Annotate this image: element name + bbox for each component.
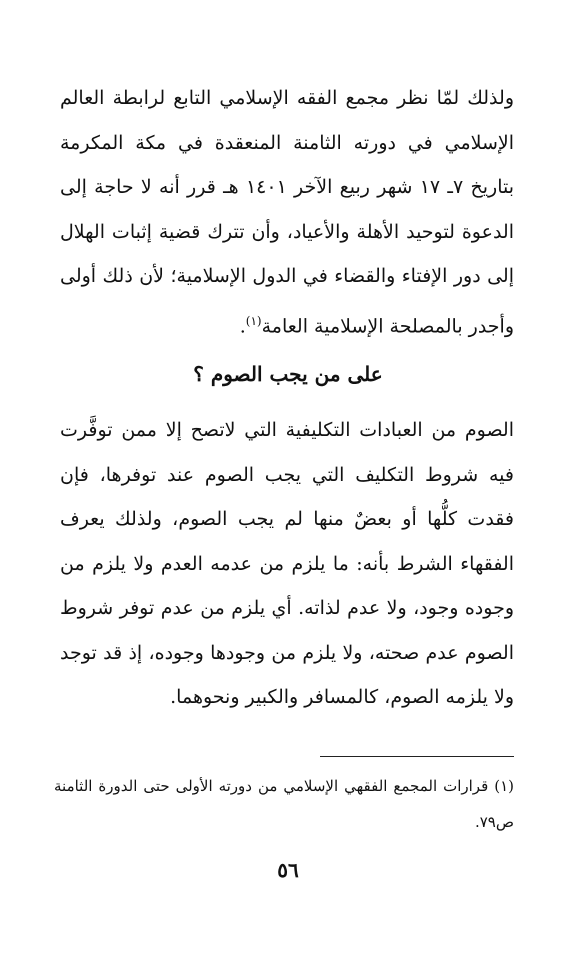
footnote-divider bbox=[320, 756, 514, 757]
paragraph-text: ولذلك لمّا نظر مجمع الفقه الإسلامي التابع لرابطة العالم الإسلامي في دورته الثامنة المنعقدة في مكة المكرمة بتاريخ ٧ـ ١٧ شهر ربيع الآخر ١٤٠١ هـ قرر أنه لا حاجة إلى الدعوة لتوحيد الأهلة والأعياد، وأن تترك قضية إثبات الهلال إلى دور الإفتاء والقضاء في الدول الإسلامية؛ لأن ذلك أولى وأجدر بالمصلحة الإسلامية العامة bbox=[60, 87, 515, 337]
footnote-reference: (١) bbox=[245, 313, 262, 328]
section-heading: على من يجب الصوم ؟ bbox=[193, 362, 383, 386]
body-paragraph bbox=[60, 76, 514, 348]
body-paragraph: الصوم من العبادات التكليفية التي لاتصح إلا ممن توفَّرت فيه شروط التكليف التي يجب الصوم عند توفرها، فإن فقدت كلُّها أو بعضٌ منها لم يجب الصوم، ولذلك يعرف الفقهاء الشرط بأنه: ما يلزم من عدمه العدم ولا يلزم من وجوده وجود، ولا عدم لذاته. أي يلزم من عدم توفر شروط الصوم عدم صحته، ولا يلزم من وجودها وجوده، إذ قد توجد ولا يلزمه الصوم، كالمسافر والكبير ونحوهما. bbox=[60, 419, 514, 708]
footnote: (١) قرارات المجمع الفقهي الإسلامي من دورته الأولى حتى الدورة الثامنة ص٧٩. bbox=[54, 777, 514, 831]
page-number: ٥٦ bbox=[277, 858, 299, 882]
paragraph-end-mark: . bbox=[239, 314, 246, 337]
